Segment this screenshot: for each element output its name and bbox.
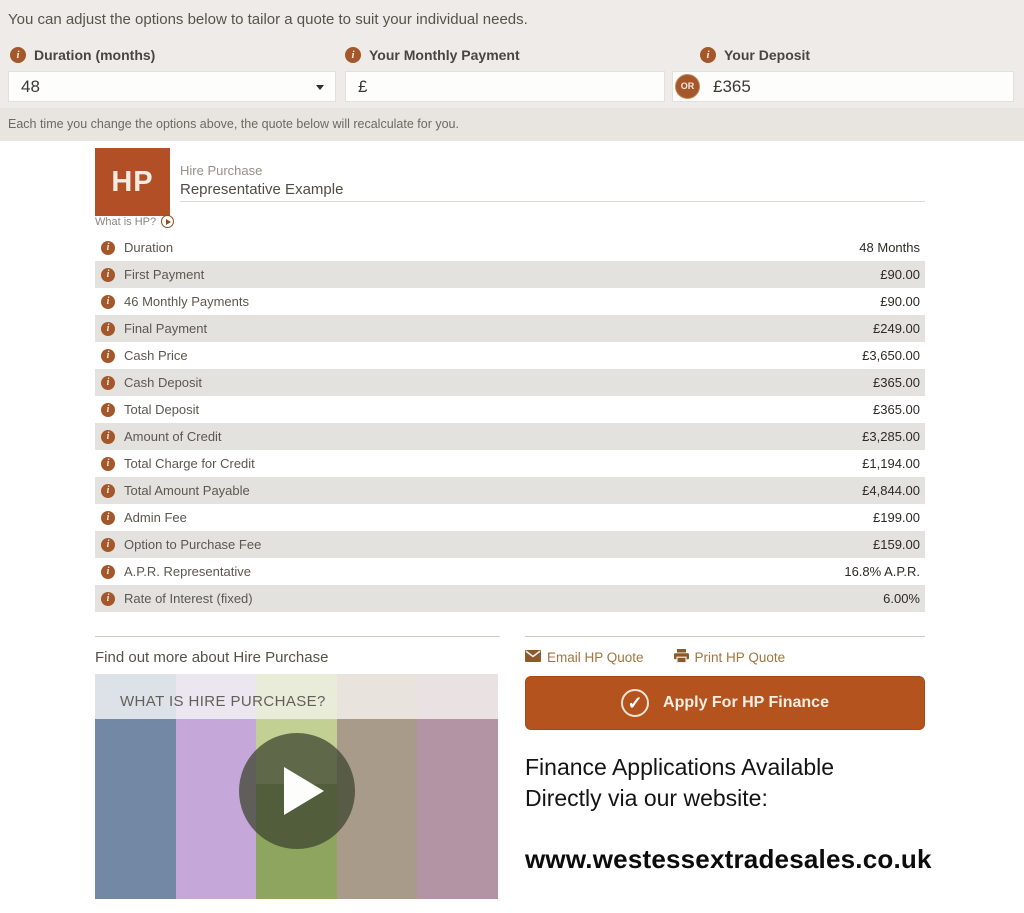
envelope-icon xyxy=(525,650,541,665)
row-value: 48 Months xyxy=(859,240,920,255)
row-value: £365.00 xyxy=(873,375,920,390)
row-label: First Payment xyxy=(124,267,205,282)
promo-line-1: Finance Applications Available xyxy=(525,754,835,780)
info-icon[interactable]: i xyxy=(345,47,361,63)
deposit-input[interactable] xyxy=(672,71,1014,102)
info-icon[interactable]: i xyxy=(101,241,115,255)
table-row xyxy=(95,261,925,288)
row-label: A.P.R. Representative xyxy=(124,564,251,579)
table-row xyxy=(95,423,925,450)
play-circle-icon xyxy=(161,215,174,228)
monthly-payment-label-group xyxy=(345,47,520,63)
intro-text: You can adjust the options below to tailor a quote to suit your individual needs. xyxy=(8,11,528,28)
duration-label: Duration (months) xyxy=(34,47,156,63)
row-value: £365.00 xyxy=(873,402,920,417)
table-row xyxy=(95,342,925,369)
info-icon[interactable]: i xyxy=(101,511,115,525)
hp-video-thumbnail[interactable] xyxy=(95,674,498,899)
row-value: £199.00 xyxy=(873,510,920,525)
find-out-more-heading: Find out more about Hire Purchase xyxy=(95,649,329,666)
row-value: £90.00 xyxy=(880,267,920,282)
info-icon[interactable]: i xyxy=(101,565,115,579)
quote-table xyxy=(95,234,925,612)
table-row xyxy=(95,369,925,396)
row-value: 6.00% xyxy=(883,591,920,606)
row-value: £4,844.00 xyxy=(862,483,920,498)
footer-right xyxy=(525,636,932,875)
row-label: Total Charge for Credit xyxy=(124,456,255,471)
info-icon[interactable]: i xyxy=(10,47,26,63)
options-bar xyxy=(0,0,1024,141)
row-value: £249.00 xyxy=(873,321,920,336)
row-label: Duration xyxy=(124,240,174,255)
monthly-payment-value: £ xyxy=(358,77,368,96)
table-row xyxy=(95,288,925,315)
info-icon[interactable]: i xyxy=(101,457,115,471)
row-label: Cash Deposit xyxy=(124,375,203,390)
row-label: Final Payment xyxy=(124,321,208,336)
promo-text xyxy=(525,752,925,814)
row-value: £1,194.00 xyxy=(862,456,920,471)
info-icon[interactable]: i xyxy=(101,403,115,417)
row-value: £3,285.00 xyxy=(862,429,920,444)
row-label: 46 Monthly Payments xyxy=(124,294,250,309)
promo-line-2: Directly via our website: xyxy=(525,785,768,812)
info-icon[interactable]: i xyxy=(700,47,716,63)
table-row xyxy=(95,450,925,477)
row-value: £159.00 xyxy=(873,537,920,552)
table-row xyxy=(95,558,925,585)
print-quote-link[interactable] xyxy=(674,649,786,666)
video-title: WHAT IS HIRE PURCHASE? xyxy=(120,693,326,710)
row-label: Total Amount Payable xyxy=(124,483,250,498)
table-row xyxy=(95,396,925,423)
email-quote-link[interactable] xyxy=(525,650,644,665)
row-label: Rate of Interest (fixed) xyxy=(124,591,253,606)
info-icon[interactable]: i xyxy=(101,349,115,363)
row-label: Total Deposit xyxy=(124,402,200,417)
table-row xyxy=(95,477,925,504)
info-icon[interactable]: i xyxy=(101,592,115,606)
info-icon[interactable]: i xyxy=(101,268,115,282)
thumbnail-strip xyxy=(417,674,498,899)
row-value: £3,650.00 xyxy=(862,348,920,363)
info-icon[interactable]: i xyxy=(101,430,115,444)
quote-header xyxy=(95,148,925,232)
deposit-value: £365 xyxy=(713,77,751,96)
header-divider xyxy=(180,201,925,202)
check-circle-icon: ✓ xyxy=(621,689,649,717)
table-row xyxy=(95,585,925,612)
hp-logo: HP xyxy=(95,148,170,216)
footer-left xyxy=(95,636,500,899)
monthly-payment-label: Your Monthly Payment xyxy=(369,47,520,63)
or-badge: OR xyxy=(675,74,700,99)
info-icon[interactable]: i xyxy=(101,295,115,309)
chevron-down-icon xyxy=(316,85,324,90)
table-row xyxy=(95,531,925,558)
duration-select[interactable] xyxy=(8,71,336,102)
info-icon[interactable]: i xyxy=(101,322,115,336)
info-icon[interactable]: i xyxy=(101,376,115,390)
quote-subtitle: Representative Example xyxy=(180,181,344,198)
apply-hp-finance-button[interactable] xyxy=(525,676,925,730)
what-is-hp-label: What is HP? xyxy=(95,215,157,228)
deposit-label: Your Deposit xyxy=(724,47,811,63)
row-label: Option to Purchase Fee xyxy=(124,537,262,552)
recalculate-note: Each time you change the options above, the quote below will recalculate for you. xyxy=(0,108,1024,141)
duration-select-value: 48 xyxy=(21,77,40,96)
what-is-hp-link[interactable] xyxy=(95,215,174,228)
duration-label-group xyxy=(10,47,155,63)
monthly-payment-input[interactable] xyxy=(345,71,665,102)
printer-icon xyxy=(674,649,689,666)
info-icon[interactable]: i xyxy=(101,538,115,552)
quote-actions xyxy=(525,649,925,666)
play-button-icon[interactable] xyxy=(239,733,355,849)
table-row xyxy=(95,504,925,531)
row-value: £90.00 xyxy=(880,294,920,309)
row-label: Amount of Credit xyxy=(124,429,222,444)
row-value: 16.8% A.P.R. xyxy=(844,564,920,579)
table-row xyxy=(95,315,925,342)
website-url: www.westessextradesales.co.uk xyxy=(525,844,932,875)
email-quote-label: Email HP Quote xyxy=(547,650,644,665)
row-label: Cash Price xyxy=(124,348,188,363)
row-label: Admin Fee xyxy=(124,510,187,525)
info-icon[interactable]: i xyxy=(101,484,115,498)
deposit-label-group xyxy=(700,47,810,63)
table-row xyxy=(95,234,925,261)
apply-button-label: Apply For HP Finance xyxy=(663,694,829,711)
product-name: Hire Purchase xyxy=(180,163,263,178)
print-quote-label: Print HP Quote xyxy=(694,650,786,665)
quote-titles xyxy=(180,163,343,198)
